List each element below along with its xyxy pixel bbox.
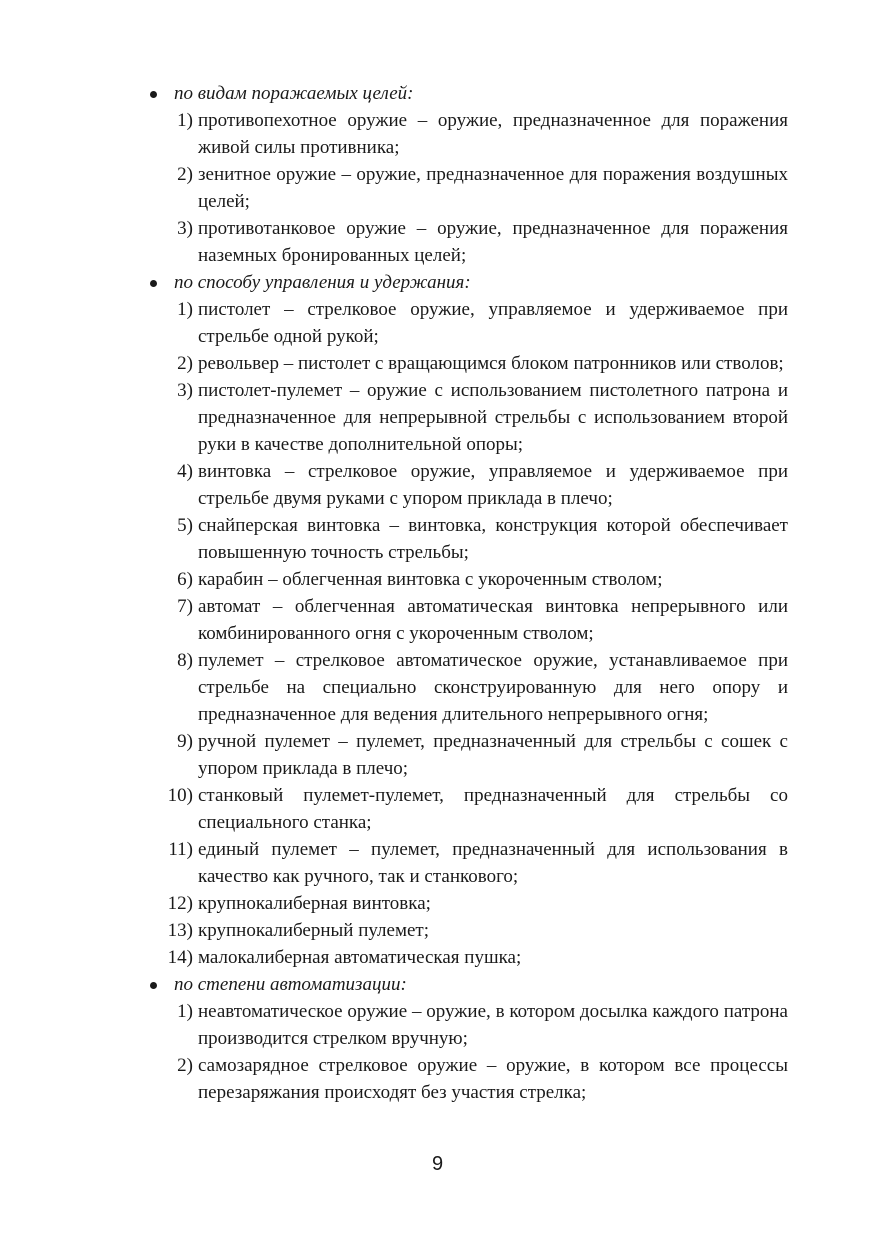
list-item [146, 944, 788, 971]
item-text: снайперская винтовка – винтовка, конструкция которой обеспечивает повышенную точность стрельбы; [198, 515, 788, 563]
item-number: 13) [167, 920, 193, 941]
section-heading [146, 269, 788, 296]
item-text: винтовка – стрелковое оружие, управляемое и удерживаемое при стрельбе двумя руками с упором приклада в плечо; [198, 461, 788, 509]
item-text: противотанковое оружие – оружие, предназначенное для поражения наземных бронированных целей; [198, 218, 788, 266]
bullet-icon [150, 91, 157, 98]
item-number: 2) [177, 1055, 193, 1076]
list-item [146, 890, 788, 917]
item-text: единый пулемет – пулемет, предназначенный для использования в качество как ручного, так и станкового; [198, 839, 788, 887]
bullet-icon [150, 982, 157, 989]
section-heading-text: по видам поражаемых целей: [174, 83, 414, 104]
item-text: пистолет-пулемет – оружие с использованием пистолетного патрона и предназначенное для непрерывной стрельбы с использованием второй руки в качестве дополнительной опоры; [198, 380, 788, 455]
item-number: 2) [177, 164, 193, 185]
list-item [146, 161, 788, 215]
list-item [146, 350, 788, 377]
item-text: станковый пулемет-пулемет, предназначенный для стрельбы со специального станка; [198, 785, 788, 833]
list-item [146, 782, 788, 836]
item-number: 3) [177, 218, 193, 239]
page-number: 9 [431, 1153, 444, 1175]
item-text: противопехотное оружие – оружие, предназначенное для поражения живой силы противника; [198, 110, 788, 158]
item-text: пулемет – стрелковое автоматическое оружие, устанавливаемое при стрельбе на специально сконструированную для него опору и предназначенное для ведения длительного непрерывного огня; [198, 650, 788, 725]
item-text: неавтоматическое оружие – оружие, в котором досылка каждого патрона производится стрелком вручную; [198, 1001, 788, 1049]
list-item [146, 458, 788, 512]
item-number: 2) [177, 353, 193, 374]
list-item [146, 215, 788, 269]
list-item [146, 1052, 788, 1106]
list-item [146, 647, 788, 728]
section-heading [146, 80, 788, 107]
item-number: 1) [177, 299, 193, 320]
item-number: 12) [167, 893, 193, 914]
item-text: зенитное оружие – оружие, предназначенное для поражения воздушных целей; [198, 164, 788, 212]
item-number: 8) [177, 650, 193, 671]
section-control-method [146, 269, 788, 971]
item-text: ручной пулемет – пулемет, предназначенный для стрельбы с сошек с упором приклада в плечо; [198, 731, 788, 779]
item-number: 1) [177, 1001, 193, 1022]
item-number: 6) [177, 569, 193, 590]
list-item [146, 377, 788, 458]
bullet-icon [150, 280, 157, 287]
item-number: 4) [177, 461, 193, 482]
section-heading [146, 971, 788, 998]
item-number: 1) [177, 110, 193, 131]
list-item [146, 107, 788, 161]
list-item [146, 296, 788, 350]
section-heading-text: по степени автоматизации: [174, 974, 407, 995]
section-heading-text: по способу управления и удержания: [174, 272, 471, 293]
list-item [146, 593, 788, 647]
item-number: 14) [167, 947, 193, 968]
item-number: 3) [177, 380, 193, 401]
item-number: 7) [177, 596, 193, 617]
list-item [146, 998, 788, 1052]
item-text: крупнокалиберная винтовка; [198, 893, 431, 914]
item-number: 9) [177, 731, 193, 752]
item-text: револьвер – пистолет с вращающимся блоком патронников или стволов; [198, 353, 784, 374]
list-item [146, 836, 788, 890]
section-target-types [146, 80, 788, 269]
item-number: 11) [168, 839, 193, 860]
item-text: пистолет – стрелковое оружие, управляемое и удерживаемое при стрельбе одной рукой; [198, 299, 788, 347]
list-item [146, 566, 788, 593]
item-text: крупнокалиберный пулемет; [198, 920, 429, 941]
item-text: малокалиберная автоматическая пушка; [198, 947, 522, 968]
page-content [146, 80, 788, 1106]
item-number: 10) [167, 785, 193, 806]
item-text: карабин – облегченная винтовка с укороченным стволом; [198, 569, 663, 590]
item-text: самозарядное стрелковое оружие – оружие, в котором все процессы перезаряжания происходят без участия стрелка; [198, 1055, 788, 1103]
item-text: автомат – облегченная автоматическая винтовка непрерывного или комбинированного огня с укороченным стволом; [198, 596, 788, 644]
section-automation-degree [146, 971, 788, 1106]
item-number: 5) [177, 515, 193, 536]
list-item [146, 512, 788, 566]
list-item [146, 728, 788, 782]
list-item [146, 917, 788, 944]
